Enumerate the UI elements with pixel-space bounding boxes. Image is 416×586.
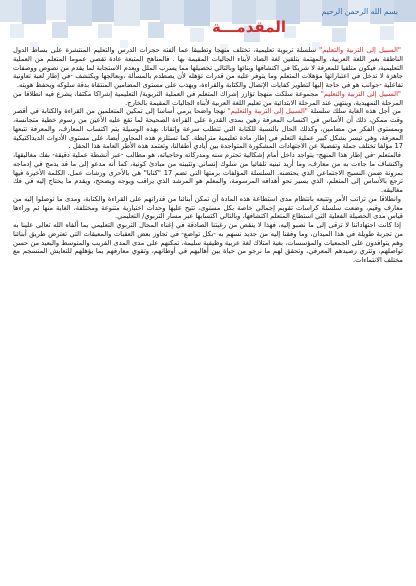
body-paragraph <box>13 90 403 108</box>
deco-square <box>98 24 112 38</box>
deco-square <box>114 0 140 26</box>
deco-square <box>0 0 22 22</box>
deco-square <box>140 0 160 20</box>
deco-square <box>300 0 322 22</box>
deco-square <box>10 24 24 38</box>
paragraph-text: نهجا واضحا يرمي أساسا إلى تمكين المتعلمين من القراءة والكتابة في أقصر وقت ممكن، ذلك أن الأساس في اكتساب المعرفة رهين بمدى القدرة على القراءة الصحيحة لما تقع عليه الأعين من رسوم خطية متجانسة، وبمستوى الفكر من مضامين، وكذلك الحال بالنسبة للكتابة التي تتطلب سرعة وإتقانا. بهذه الوسيلة يتم اكتساب المعارف، والمعرفة تتبعها المعرفة، وهي تيسر بشكل كبير عملية التعلم في إطار مادة تعليمية مترابطة. كما تستلزم هذه المحاور أيضا، على مستوى الأدوات الديداكتيكية 17 مؤلفا تختلف جملة وتفصيلا عن الاجتهادات المشكورة المتواجدة بين أيادي أطفالنا، وتعتمد هذه الأطر العامة هذا الحقل . <box>13 107 403 151</box>
page-title: المقدمـــة <box>211 18 286 36</box>
deco-square <box>332 28 346 42</box>
paragraph-text: سلسلة تربوية تعليمية، تختلف منهجا وتطبيقا عما ألفته حجرات الدرس والتعليم المنتشرة على بساط الدول الناطقة بغير اللغة العربية، والمهتمة بتلقين لغة الضاد لأبناء الجاليات المقيمة بها . فالمناهج المتبعة عادة تقصي عموما المتعلم من العملية التعليمية، فيكون متلقيا للمعرفة لا شريكا في اكتشافها وبنائها وبالتالي تحصيلها مما يسرب الملل ويعدم الاستجابة لما يقدم من نصوص ووصفات جاهزة لا تدخل في اعتباراتها مؤهلات المتعلم وما يتوفر عليه من قدرات تؤهله لأن يصطدم بالمسألة ،وبعالجها ويكتشف -في إطار لعبة تعاونية تفاعلية -جوانب هو في حاجة إليها لتطوير كفايات الإتصال والكتابة والقراءة، ويهذب على مستوى المضامين المنتقاة بدقة سلوكه ويحفظ هويته. <box>13 46 403 89</box>
introduction-body <box>13 46 403 580</box>
deco-square <box>148 22 164 38</box>
deco-square <box>52 22 68 38</box>
paragraph-text: فالمتعلم -في إطار هذا المنهج- يتواجد داخل أمام إشكالية تحترم سنه ومدركاته وحاجياته، هو مطالب -عبر أنشطة عملية دقيقة- بفك مغاليقها، واكتشاف ما جاءت به من معارف، وما أريد تبنيه تلقائيا من سلوك إنساني وتثبيته من مبادئ كونية، كما أنه مدعو إلى ما قد يدمج في إدماجه بمرونة ضمن النسيج الاجتماعي الذي يحتضنه. السلسلة المؤلفات برمتها التي تضم 17 "كتابا" هي بالأحرى ورشات عمل. الكلمة الأخيرة فيها ترجع بالأساس إلى المتعلم، الذي يسير نحو أهدافه المرسومة، والمعلم هو المرشد الذي يراقب ويوجه ويصحح، ويقدم ما يحتاج إليه في فك مغاليقه. <box>13 151 403 194</box>
paragraph-text: إذا كانت اجتهاداتنا لا ترقى إلى ما نصبو إليه، فهذا لا ينقص من رغبتنا الصادقة في إغناء المجال التربوي التعليمي بما ألفاه الله تعالى علينا به من تجربة طويلة في هذا الميدان، وما وفقنا إليه من جديد نسهم به -بكل تواضع- في تجاوز بعض العقبات والمعيقات التي تعترض طريق أبنائنا وهم يتوافدون على الجمعيات والمؤسسات، بغية امتلاك لغة عربية وظيفية سليمة، تمكنهم على مدى المدى القريب والمتوسط والبعيد من حسن تواصلهم، وتثري رصيدهم المعرفي، وتحقق لهم ما نرجو من حياة بين أهاليهم في أوطانهم، وتقوي معارفهم بما يؤهلهم للتعايش المنسجم مع مختلف الانتماءات. <box>13 221 403 264</box>
deco-square <box>160 0 184 24</box>
series-title-highlight: "السبيل إلى التربية والتعليم" <box>227 107 308 116</box>
paragraph-text: مجموعة سلكت منهجا تؤازر إشراك المتعلم في العملية التربوية/ التعليمية إشراكا مكثفا، يشرع فيه انطلاقا من المرحلة التمهيدية، وينتهي عند المرحلة الابتدائية من تعليم اللغة العربية لأبناء الجاليات المقيمة بالخارج. <box>13 89 403 107</box>
series-title-highlight: "السبيل إلى التربية والتعليم" <box>319 46 401 54</box>
deco-square <box>46 0 66 20</box>
deco-square <box>256 0 276 20</box>
deco-square <box>22 0 46 24</box>
body-paragraph <box>13 195 403 221</box>
paragraph-text: وانطلاقا من تراتب الأمر وتتبعه بانتظام مدى استطاعة هذه المادة أن تمكن أبنائنا من قدراتهم على القراءة والكتابة، ومدى ما توصلوا إليه من معارف وقيم، وضعت سلسلة كراسات تقويم إجمالي خاصة بكل مستوى، تتيح عليها وحدات اختبارية متنوعة ومختلفة، الغاية منها ثم وراءها قياس مدى الحصيلة الفعلية التي استطاع المتعلم اكتشافها، وبالتالي اكتسابها عبر مسار التربوي/ التعليمي. <box>13 194 403 221</box>
deco-square <box>92 0 114 22</box>
body-paragraph <box>13 221 403 265</box>
deco-square <box>66 0 92 26</box>
deco-square <box>184 0 210 26</box>
deco-square <box>190 28 204 42</box>
paragraph-text: من أجل هذه الغاية سلك سلسلة <box>307 107 401 116</box>
series-title-highlight: "السبيل إلى التربية والتعليم" <box>320 89 402 98</box>
body-paragraph <box>13 46 403 90</box>
body-paragraph <box>13 151 403 195</box>
deco-square <box>380 26 394 40</box>
basmala-heading: بسم الله الرحمن الرحيم <box>321 7 398 16</box>
body-paragraph <box>13 107 403 151</box>
